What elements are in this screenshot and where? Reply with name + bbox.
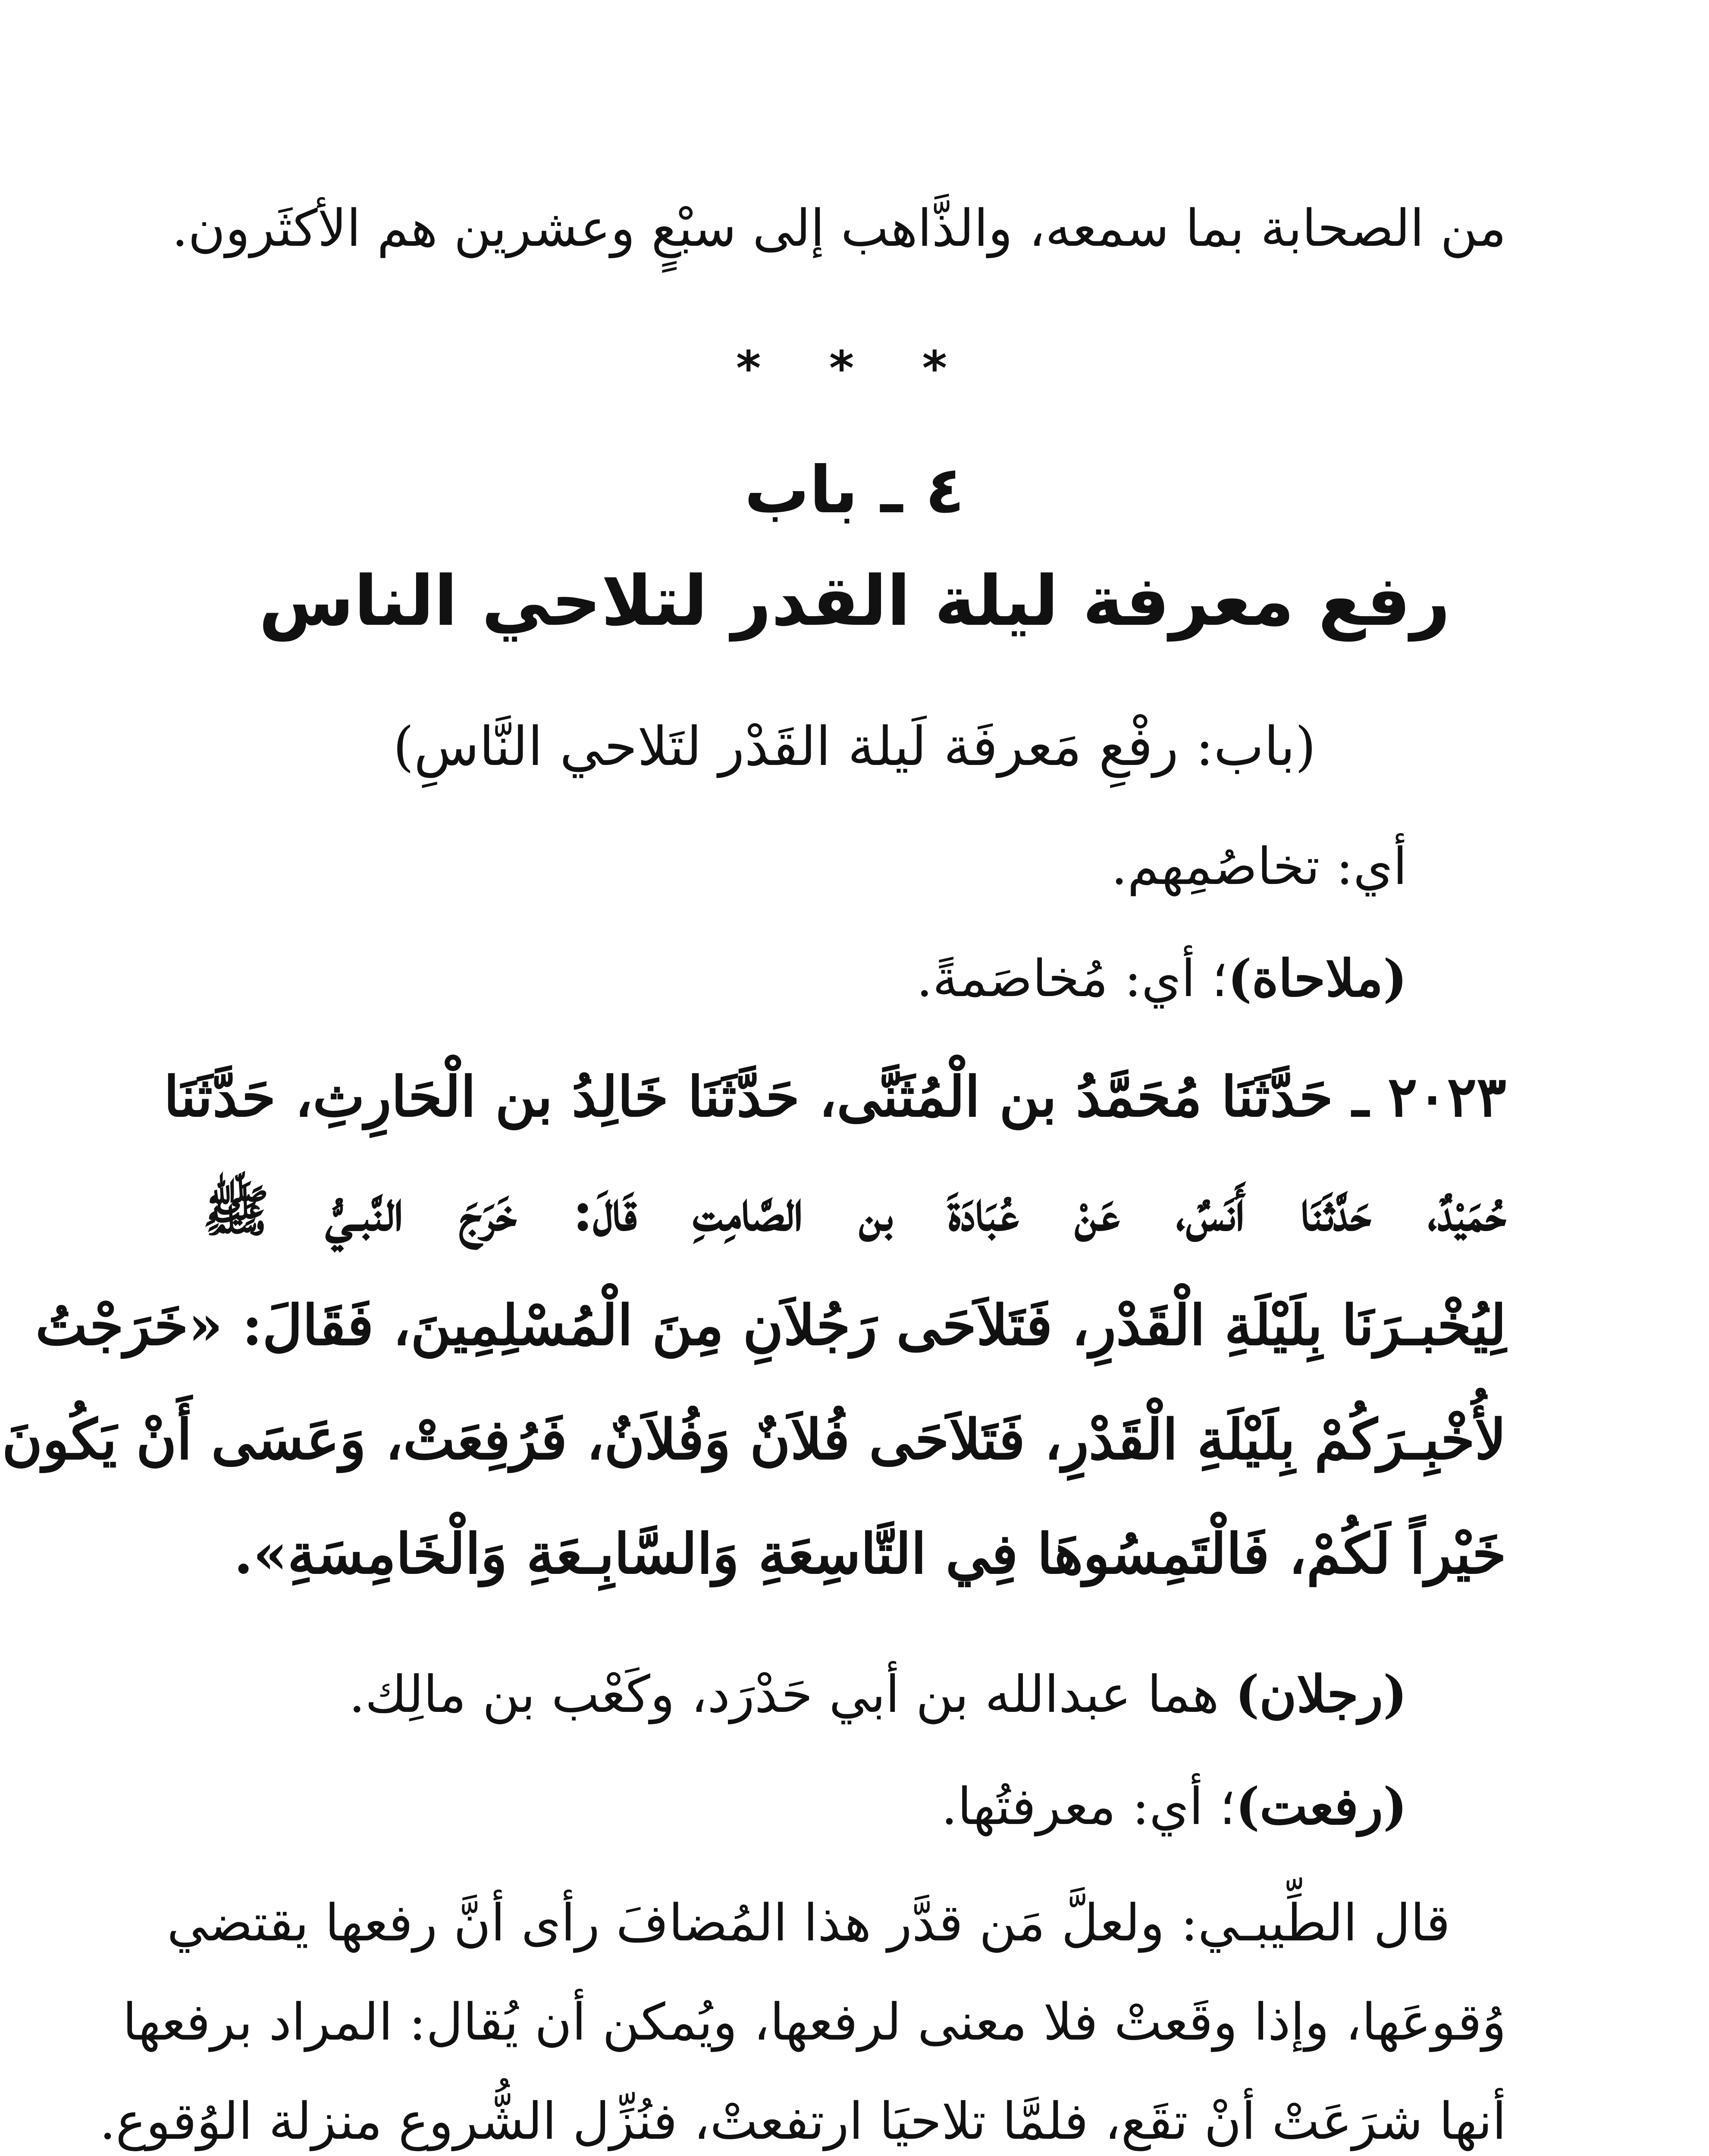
commentary-line: وُقوعَها، وإذا وقَعتْ فلا معنى لرفعها، ويُمكن أن يُقال: المراد برفعها bbox=[122, 1992, 1506, 2052]
chapter-number: ٤ ـ باب bbox=[744, 453, 965, 528]
note-line: أي: تخاصُمِهم. bbox=[1111, 837, 1407, 896]
commentary-line: قال الطِّيبـي: ولعلَّ مَن قدَّر هذا المُضافَ رأى أنَّ رفعها يقتضي bbox=[167, 1893, 1450, 1952]
chapter-subtitle: (باب: رفْعِ مَعرفَة لَيلة القَدْر لتَلاحي النَّاسِ) bbox=[393, 716, 1316, 778]
hadith-line: لأُخْبِـرَكُمْ بِلَيْلَةِ الْقَدْرِ، فَتَلاَحَى فُلاَنٌ وَفُلاَنٌ، فَرُفِعَتْ، وَعَسَى أَنْ يَكُونَ bbox=[2, 1407, 1506, 1472]
note-line bbox=[203, 1776, 1407, 1836]
note-label: (رفعت) bbox=[1235, 1776, 1407, 1836]
hadith-line: حُمَيْدٌ، حَدَّثَنَا أَنَسٌ، عَنْ عُبَادَةَ بن الصَّامِتِ قَالَ: خَرَجَ النَّبـيُّ ﷺ bbox=[203, 1179, 1507, 1244]
chapter-title: رفع معرفة ليلة القدر لتلاحي الناس bbox=[259, 561, 1450, 641]
section-separator-top: * * * bbox=[736, 341, 973, 396]
note-label: (ملاحاة) bbox=[1228, 948, 1407, 1008]
commentary-line: أنها شرَعَتْ أنْ تقَع، فلمَّا تلاحيَا ارتفعتْ، فنُزِّل الشُّروع منزلة الوُقوع. bbox=[99, 2091, 1506, 2151]
hadith-line: ٢٠٢٣ ـ حَدَّثَنَا مُحَمَّدُ بن الْمُثَنَّى، حَدَّثَنَا خَالِدُ بن الْحَارِثِ، حَدَّثَنَا bbox=[163, 1065, 1506, 1129]
note-text: ؛ أي: مُخاصَمةً. bbox=[916, 949, 1228, 1008]
note-text: هما عبدالله بن أبي حَدْرَد، وكَعْب بن مالِك. bbox=[349, 1664, 1235, 1724]
note-text: ؛ أي: معرفتُها. bbox=[941, 1777, 1236, 1836]
intro-line: من الصحابة بما سمعه، والذَّاهب إلى سبْعٍ وعشرين هم الأكثَرون. bbox=[172, 198, 1506, 258]
note-label: (رجلان) bbox=[1235, 1664, 1407, 1724]
hadith-line: لِيُخْبـرَنَا بِلَيْلَةِ الْقَدْرِ، فَتَلاَحَى رَجُلاَنِ مِنَ الْمُسْلِمِينَ، فَقَالَ: «خَرَجْتُ bbox=[35, 1293, 1506, 1358]
note-line bbox=[203, 948, 1407, 1008]
note-line bbox=[203, 1664, 1407, 1724]
hadith-line: خَيْراً لَكُمْ، فَالْتَمِسُوهَا فِي التَّاسِعَةِ وَالسَّابِـعَةِ وَالْخَامِسَةِ». bbox=[234, 1522, 1506, 1586]
